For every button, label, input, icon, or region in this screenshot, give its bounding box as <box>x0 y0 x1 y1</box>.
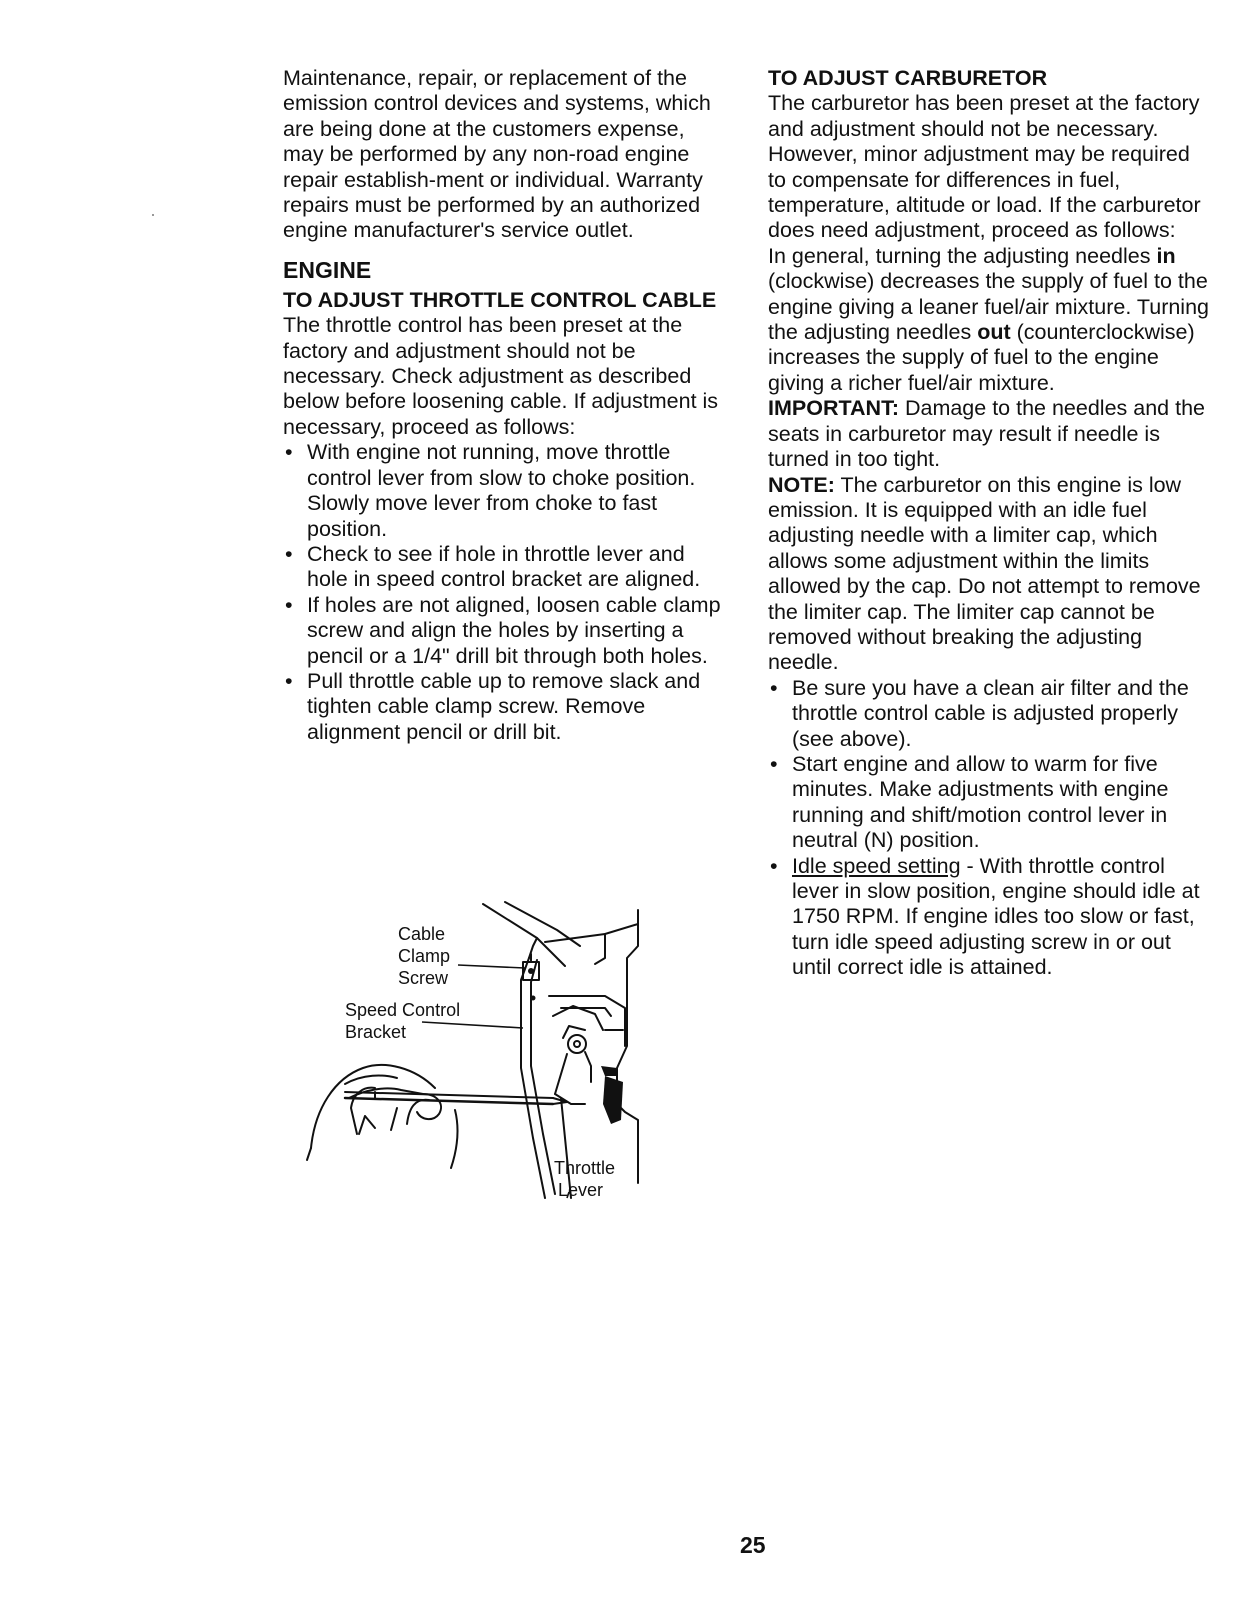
throttle-paragraph: The throttle control has been preset at the factory and adjustment should not be necessary. Check adjustment as described below before loosening cable. If adjustment is necessary, proceed as follows: <box>283 313 719 439</box>
needles-text: (clockwise) decreases the supply of fuel to the engine giving a leaner fuel/air mixture. Turning the adjusting needles <box>768 269 1210 345</box>
idle-speed-setting-label: Idle speed setting <box>792 853 961 878</box>
carburetor-heading: TO ADJUST CARBURETOR <box>768 66 1048 90</box>
list-item: • Check to see if hole in throttle lever and hole in speed control bracket are aligned. <box>283 542 723 593</box>
note-paragraph <box>768 473 1213 676</box>
clamp-label: Clamp <box>398 946 451 966</box>
emission-maintenance-paragraph: Maintenance, repair, or replacement of the emission control devices and systems, which are being done at the customers expense, may be performed by any non-road engine repair establish-ment or individual. Warranty repairs must be performed by an authorized engine manufacturer's service outlet. <box>283 66 711 243</box>
throttle-steps-list <box>283 440 723 745</box>
note-text: The carburetor on this engine is low emission. It is equipped with an idle fuel adjusting needle with a limiter cap, which allows some adjustment within the limits allowed by the cap. Do not attempt to remove the limiter cap. The limiter cap cannot be removed without breaking the adjusting needle. <box>768 472 1201 675</box>
out-keyword: out <box>977 320 1011 345</box>
needles-text: In general, turning the adjusting needles <box>768 243 1157 268</box>
left-column <box>283 66 723 745</box>
important-label: IMPORTANT: <box>768 396 899 421</box>
speed-control-label: Speed Control <box>345 1000 461 1020</box>
lever-label: Lever <box>558 1180 604 1200</box>
in-keyword: in <box>1156 243 1176 268</box>
screw-label: Screw <box>398 968 449 988</box>
important-paragraph <box>768 396 1213 472</box>
important-text: Damage to the needles and the seats in carburetor may result if needle is turned in too tight. <box>768 396 1205 472</box>
list-item: • With engine not running, move throttle control lever from slow to choke position. Slowly move lever from choke to fast position. <box>283 440 723 542</box>
right-column <box>768 66 1213 981</box>
page-number: 25 <box>740 1532 766 1558</box>
throttle-cable-heading: TO ADJUST THROTTLE CONTROL CABLE <box>283 287 717 312</box>
throttle-label: Throttle <box>554 1158 616 1178</box>
idle-speed-text: - With throttle control lever in slow position, engine should idle at 1750 RPM. If engine idles too slow or fast, turn idle speed adjusting screw in or out until correct idle is attained. <box>792 853 1200 980</box>
list-item <box>768 854 1213 981</box>
list-item: • Start engine and allow to warm for five minutes. Make adjustments with engine running and shift/motion control lever in neutral (N) position. <box>768 752 1213 854</box>
throttle-lever-illustration <box>305 898 665 1208</box>
engine-heading: ENGINE <box>283 256 372 283</box>
carburetor-steps-list <box>768 676 1213 981</box>
list-item: • If holes are not aligned, loosen cable clamp screw and align the holes by inserting a pencil or a 1/4" drill bit through both holes. <box>283 593 723 669</box>
needles-text: (counterclockwise) increases the supply of fuel to the engine giving a richer fuel/air mixture. <box>768 320 1195 395</box>
carburetor-intro-paragraph: The carburetor has been preset at the factory and adjustment should not be necessary. However, minor adjustment may be required to compensate for differences in fuel, temperature, altitude or load. If the carburetor does need adjustment, proceed as follows: <box>768 91 1201 243</box>
cable-label: Cable <box>398 924 446 944</box>
note-label: NOTE: <box>768 472 835 497</box>
needles-paragraph <box>768 244 1213 396</box>
bracket-label: Bracket <box>345 1022 407 1042</box>
scan-speck <box>152 214 154 216</box>
list-item: • Be sure you have a clean air filter and the throttle control cable is adjusted properly (see above). <box>768 676 1213 752</box>
list-item: • Pull throttle cable up to remove slack and tighten cable clamp screw. Remove alignment pencil or drill bit. <box>283 669 723 745</box>
